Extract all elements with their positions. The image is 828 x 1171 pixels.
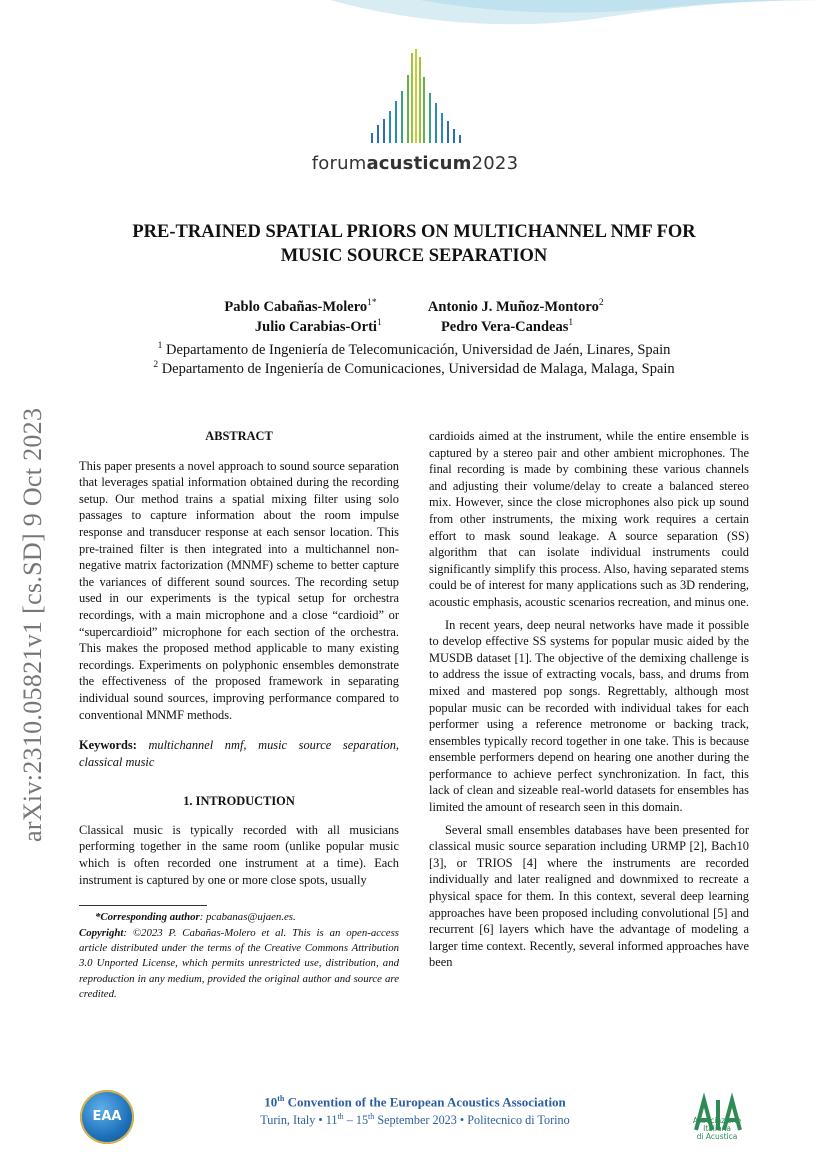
convention-title: 10th Convention of the European Acoustics Association (264, 1094, 566, 1110)
aia-logo-text: Associazione Italiana di Acustica (692, 1116, 742, 1141)
paper-title-line-1: PRE-TRAINED SPATIAL PRIORS ON MULTICHANNEL NMF FOR (132, 222, 696, 242)
keywords: Keywords: multichannel nmf, music source separation, classical music (79, 738, 399, 769)
author-name: Pedro Vera-Candeas (440, 318, 569, 335)
body-paragraph: Several small ensembles databases have been presented for classical music source separation including URMP [2], Bach10 [3], or TRIOS [4] where the instruments are recorded individually and later realigned and downmixed to recreate a physical space for them. In this context, several deep learning approaches have been proposed including convolutional [5] and recurrent [6] layers which have the advantage of modeling a larger time context. Recently, several informed approaches have been (429, 822, 749, 970)
affiliation-2: $^2$ Departamento de Ingeniería de Comunicaciones, Universidad de Malaga, Malaga, Spain (153, 360, 675, 377)
paper-title (60, 220, 768, 268)
footnote-copyright: Copyright: ©2023 P. Cabañas-Molero et al. This is an open-access article distributed under the terms of the Creative Commons Attribution 3.0 Unported License, which permits unrestricted use, distribution, and reproduction in any medium, provided the original author and source are credited. (79, 926, 399, 1001)
arxiv-identifier[interactable]: arXiv:2310.05821v1 [cs.SD] 9 Oct 2023 (18, 407, 47, 842)
introduction-heading: 1. INTRODUCTION (183, 794, 295, 809)
author-affiliation-mark: 1* (367, 298, 377, 308)
author-line-2 (60, 318, 768, 336)
conference-logo (300, 45, 530, 180)
author-line-1 (60, 298, 768, 316)
body-paragraph: cardioids aimed at the instrument, while the entire ensemble is captured by a stereo pair and other ambient microphones. The final recording is made by combining these various channels and adjusting their volume/delay to create a balanced stereo mix. However, since the close microphones also pick up sound from other instruments, the mixing work requires a certain effort to mask sound leakage. A source separation (SS) algorithm that can isolate individual instruments could significantly simplify this process. Also, having separated stems could be of interest for many applications such as 3D rendering, acoustic emphasis, acoustic scenarios recreation, and minus one. (429, 429, 749, 609)
left-column (79, 428, 399, 1003)
author-affiliation-mark: 1 (376, 318, 382, 328)
conference-logo-text: forumacusticum2023 (311, 153, 519, 174)
body-paragraph: In recent years, deep neural networks have made it possible to develop effective SS systems for popular music aided by the MUSDB dataset [1]. The objective of the demixing challenge is to address the issue of extracting vocals, bass, and drums from mixed and mastered pop songs. Regrettably, although most popular music can be recorded with individual takes for each performer using a reference metronome or backing track, ensembles typically record together in one take. This is because ensemble performers depend on hearing one another during the performance to achieve perfect synchronization. In fact, this lack of clean and sizeable real-world datasets for ensembles has limited the amount of research seen in this domain. (429, 617, 749, 815)
footnote-corresponding: *Corresponding author: pcabanas@ujaen.es. (95, 911, 296, 924)
abstract-text: This paper presents a novel approach to sound source separation that leverages spatial information obtained during the recording setup. Our method trains a spatial mixing filter using solo passages to capture information about the room impulse response and transducer response at each sensor location. This pre-trained filter is then integrated into a multichannel non-negative matrix factorization (MNMF) scheme to better capture the variances of different sound sources. The recording setup used in our experiments is the typical setup for orchestra recordings, with a main microphone and a close “cardioid” or “supercardioid” microphone for each section of the orchestra. This makes the proposed method applicable to many existing recordings. Experiments on polyphonic ensembles demonstrate the effectiveness of the proposed framework in separating individual sound sources, improving performance compared to conventional MNMF methods. (79, 458, 399, 722)
footnote-divider (79, 905, 207, 906)
author-name: Pablo Cabañas-Molero (224, 298, 368, 315)
introduction-paragraph: Classical music is typically recorded with all musicians performing together in the same room (unlike popular music which is often recorded one instrument at a time). Each instrument is captured by one or more close spots, usually (79, 822, 399, 887)
author-affiliation-mark: 2 (598, 298, 604, 308)
right-column (429, 428, 749, 971)
soundwave-bars-icon (300, 45, 530, 155)
author-name: Antonio J. Muñoz-Montoro (427, 298, 599, 315)
convention-location: Turin, Italy • 11th – 15th September 2023 • Politecnico di Torino (260, 1112, 570, 1128)
eaa-logo: EAA (80, 1090, 134, 1144)
author-affiliation-mark: 1 (568, 318, 574, 328)
author-name: Julio Carabias-Orti (254, 318, 377, 335)
abstract-heading: ABSTRACT (205, 429, 273, 443)
affiliation-1: $^1$ Departamento de Ingeniería de Telecomunicación, Universidad de Jaén, Linares, Spain (157, 341, 671, 358)
paper-title-line-2: MUSIC SOURCE SEPARATION (280, 246, 548, 266)
